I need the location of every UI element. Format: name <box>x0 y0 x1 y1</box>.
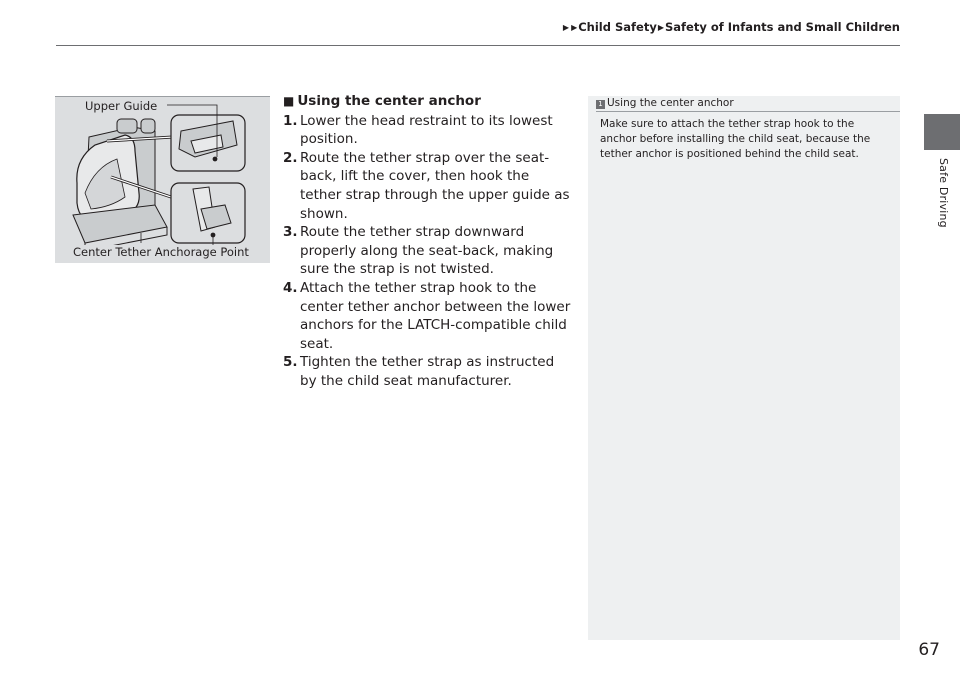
page-number: 67 <box>918 640 940 660</box>
breadcrumb-parent[interactable]: Child Safety <box>578 20 657 34</box>
upper-guide-label: Upper Guide <box>85 99 158 113</box>
list-item: 3. Route the tether strap downward properly along the seat-back, making sure the strap is not twisted. <box>283 224 554 278</box>
car-seat-drawing <box>55 97 270 264</box>
note-title: 1 Using the center anchor <box>596 96 900 112</box>
triangle-right-icon: ▶ <box>657 23 664 32</box>
step-list <box>283 112 573 391</box>
anchorage-point-label: Center Tether Anchorage Point <box>73 245 249 259</box>
header-divider <box>56 45 900 46</box>
list-item: 1. Lower the head restraint to its lowest position. <box>283 112 553 148</box>
list-item: 4. Attach the tether strap hook to the center tether anchor between the lower anchors for the LATCH-compatible child seat. <box>283 279 571 352</box>
instruction-section <box>283 92 573 391</box>
section-tab-marker <box>924 114 960 150</box>
child-seat-illustration <box>55 96 270 263</box>
list-item: 2. Route the tether strap over the seat-back, lift the cover, then hook the tether strap through the upper guide as shown. <box>283 149 570 222</box>
side-note-panel <box>588 96 900 640</box>
triangle-right-icon: ▶ <box>571 23 578 32</box>
list-item: 5. Tighten the tether strap as instructed by the child seat manufacturer. <box>283 354 555 389</box>
triangle-right-icon: ▶ <box>562 23 570 32</box>
note-body: Make sure to attach the tether strap hook to the anchor before installing the child seat, because the tether anchor is positioned behind the child seat. <box>600 118 871 160</box>
section-heading: ■ Using the center anchor <box>283 93 481 109</box>
square-bullet-icon: ■ <box>283 94 295 108</box>
section-tab-label: Safe Driving <box>937 158 950 228</box>
breadcrumb-current: Safety of Infants and Small Children <box>664 20 900 34</box>
breadcrumb <box>562 20 900 34</box>
note-reference-icon: 1 <box>596 100 605 109</box>
